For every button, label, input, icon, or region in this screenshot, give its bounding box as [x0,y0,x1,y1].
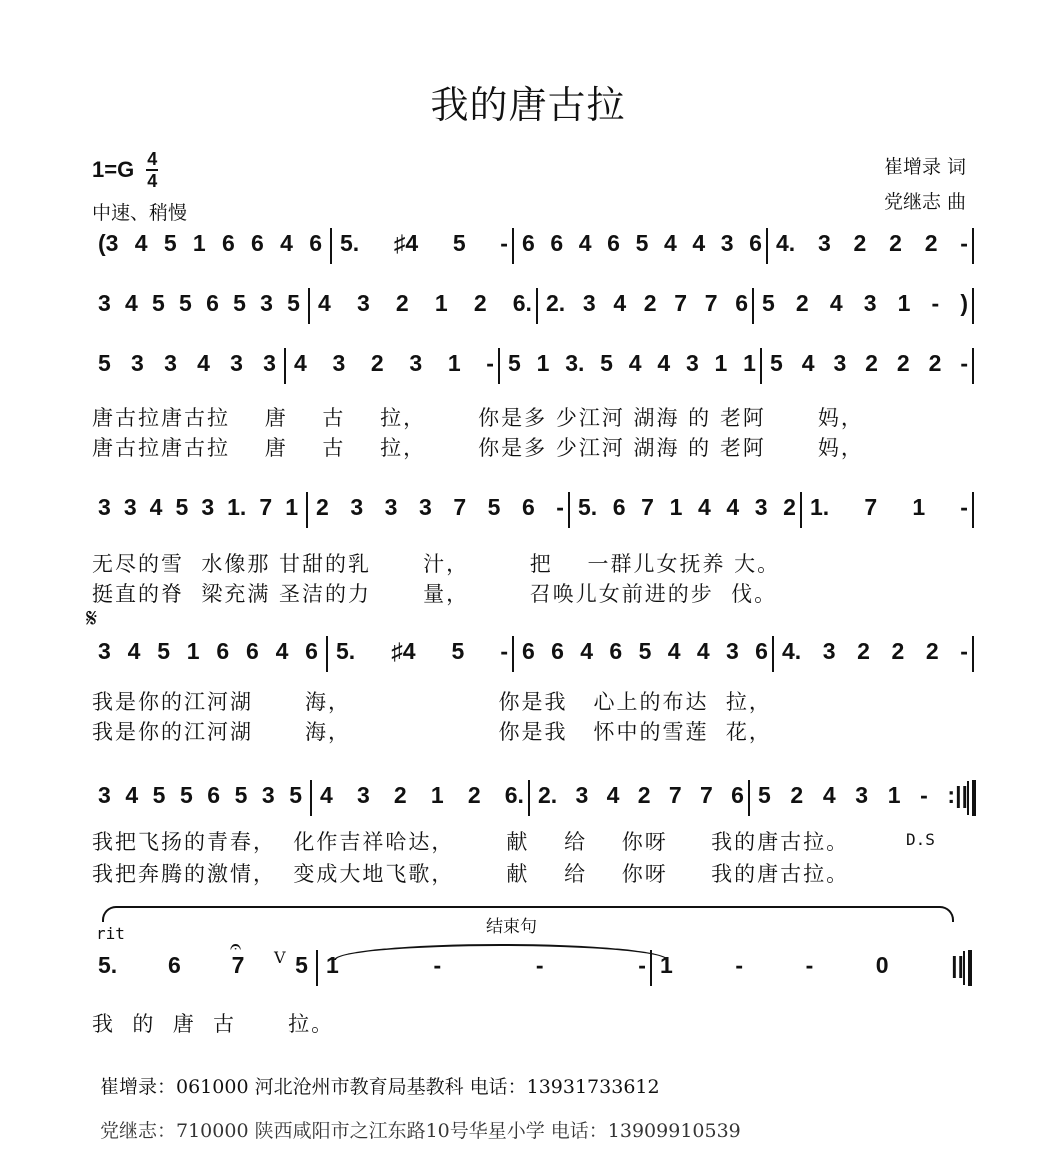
note: 6 [755,638,768,664]
note: 6. [504,782,524,808]
note: 5 [638,638,652,664]
measure [522,230,762,274]
key-signature [92,150,158,190]
note: 7 [674,290,688,316]
note: 5 [175,494,189,520]
note: 3 [582,290,596,316]
note: 5. [336,638,356,664]
note: 4 [127,638,141,664]
note: 4 [294,350,307,376]
barline [972,780,976,816]
note: 6 [167,952,181,978]
note: 4 [320,782,333,808]
measure [316,494,564,538]
note: 4 [134,230,148,256]
notation-system-4 [92,492,982,536]
note: 1 [192,230,206,256]
measure [782,638,968,682]
note: 4 [822,782,836,808]
lyric-line-1: 我 的 唐 古 拉。 [92,1012,335,1036]
measure [538,782,744,826]
dash-extension: - [735,952,744,978]
dash-extension: - [960,350,968,376]
lyric-line-1: 无尽的雪 水像那 甘甜的乳 汁， 把 一群儿女抚养 大。 [92,552,781,576]
time-signature: $\frac{4}{4}$ [147,149,158,191]
note: 3 [263,350,276,376]
dash-extension: - [960,638,968,664]
lyric-line-2: 挺直的脊 梁充满 圣洁的力 量， 召唤儿女前进的步 伐。 [92,582,778,606]
note: 5 [287,290,300,316]
note: 5 [635,230,649,256]
note: 3 [260,290,273,316]
note: 6 [207,782,221,808]
dash-extension: - [500,230,508,256]
note: 6 [221,230,235,256]
note: 1 [430,782,444,808]
dash-extension: - [486,350,494,376]
note: 6 [522,230,535,256]
measure [98,638,318,682]
note: 2. [546,290,566,316]
barline [568,492,570,528]
note: 6 [731,782,744,808]
barline [800,492,802,528]
lyric-line-1: 我是你的江河湖 海， 你是我 心上的布达 拉， [92,690,772,714]
note: 4 [692,230,706,256]
note: 2 [889,230,902,256]
note: 1. [227,494,247,520]
note: 6 [550,230,564,256]
note: 1. [810,494,830,520]
coda-label: 结束句 [486,917,537,937]
note: (3 [98,230,119,256]
dash-extension: - [638,952,646,978]
note: 6 [551,638,564,664]
note: 5 [157,638,170,664]
note: 6 [522,638,535,664]
note: 1 [660,952,673,978]
note: 3 [261,782,275,808]
composer-credit: 党继志 曲 [883,191,966,213]
note: 1 [536,350,550,376]
measure [776,230,968,274]
measure [758,782,968,826]
note: 2. [538,782,558,808]
note: 1 [326,952,339,978]
note: 3 [863,290,877,316]
note: 3 [164,350,177,376]
lyric-line-1: 我把飞扬的青春， 化作吉祥哈达， 献 给 你呀 我的唐古拉。 [92,830,850,854]
note: 4 [197,350,210,376]
note: 2 [924,230,938,256]
note: 5 [179,782,193,808]
note: 7 [231,952,245,978]
note: 2 [395,290,409,316]
note: 5 [508,350,521,376]
note: 1 [186,638,200,664]
notation-system-1 [92,228,982,272]
note: 6 [612,494,626,520]
note: 6 [305,638,318,664]
note: 5. [340,230,360,256]
note: 5 [295,952,308,978]
note: 7 [704,290,718,316]
note: 2 [891,638,905,664]
note: 7 [259,494,273,520]
measure [336,638,508,682]
dash-extension: - [500,638,508,664]
note: 5 [770,350,783,376]
barline [330,228,332,264]
measure [320,782,524,826]
note: 5 [233,290,246,316]
note: 3 [720,230,734,256]
note: ♯4 [391,638,416,664]
barline [498,348,500,384]
barline [528,780,530,816]
barline [316,950,318,986]
note: 5 [762,290,775,316]
note: 3 [833,350,847,376]
note: 1 [447,350,461,376]
note: 2 [790,782,804,808]
measure [98,350,276,394]
note: || [951,952,964,978]
note: 1 [887,782,901,808]
dash-extension: - [433,952,442,978]
note: 4 [578,230,592,256]
note: 3 [98,782,111,808]
measure [98,494,298,538]
note: 6 [245,638,259,664]
note: 4 [280,230,293,256]
note: 6 [521,494,535,520]
note: 1 [912,494,926,520]
note: 5 [152,290,165,316]
barline [972,492,974,528]
lyricist-credit: 崔增录 词 [883,156,966,178]
ds-marking: D.S [906,830,935,849]
barline [536,288,538,324]
measure [294,350,494,394]
measure [770,350,968,394]
note: 3 [725,638,739,664]
barline [284,348,286,384]
note: 6 [735,290,748,316]
measure [98,782,302,826]
barline [766,228,768,264]
dash-extension: - [931,290,940,316]
barline [308,288,310,324]
note: 4 [613,290,627,316]
note: 6 [251,230,264,256]
note: 7 [700,782,713,808]
note: 4 [125,290,138,316]
dash-extension: - [960,494,968,520]
coda-bracket [102,906,954,922]
lyric-line-1: 唐古拉唐古拉 唐 古 拉， 你是多 少江河 湖海 的 老阿 妈， [92,406,864,430]
note: 3 [384,494,398,520]
note: 6 [607,230,620,256]
note: 3 [418,494,432,520]
note: ) [960,290,968,316]
note: 3 [123,494,137,520]
barline [972,288,974,324]
note: 3 [822,638,836,664]
barline [972,228,974,264]
note: 3 [817,230,831,256]
note: 4. [776,230,796,256]
dash-extension: - [805,952,814,978]
note: 4 [125,782,139,808]
note: 6 [216,638,230,664]
note: 3 [575,782,589,808]
barline [760,348,762,384]
note: 6 [609,638,623,664]
barline [972,348,974,384]
measure [762,290,968,334]
note: 5 [152,782,166,808]
notation-system-3 [92,348,982,392]
measure [810,494,968,538]
note: 2 [637,782,651,808]
key-label: 1=G [92,157,135,182]
note: 6 [749,230,762,256]
note: 3 [98,494,111,520]
segno-sign: 𝄋 [86,604,98,634]
note: 3. [565,350,585,376]
rit-marking: rit [96,924,125,943]
note: 3 [98,290,111,316]
note: 5 [758,782,771,808]
dash-extension: - [960,230,968,256]
note: ♯4 [393,230,419,256]
note: 3 [98,638,111,664]
note: 3 [230,350,243,376]
measure [522,638,768,682]
footer-contact-1: 崔增录：061000 河北沧州市教育局基教科 电话：13931733612 [100,1076,660,1098]
note: 3 [131,350,144,376]
note: 3 [332,350,346,376]
note: 4 [663,230,677,256]
note: 3 [201,494,215,520]
note: 4 [667,638,681,664]
note: 5 [487,494,501,520]
footer-contact-2: 党继志：710000 陕西咸阳市之江东路10号华星小学 电话：13909910539 [100,1120,741,1142]
note: 2 [370,350,384,376]
fermata-icon: 𝄐 [230,934,242,958]
note: 3 [356,782,370,808]
note: 5 [234,782,248,808]
note: 4 [696,638,710,664]
note: 2 [473,290,487,316]
note: 1 [714,350,728,376]
notation-system-6 [92,780,982,824]
note: 1 [669,494,683,520]
measure [546,290,748,334]
note: 2 [643,290,657,316]
note: 1 [285,494,298,520]
barline [326,636,328,672]
barline [748,780,750,816]
note: 5 [289,782,302,808]
note: 2 [925,638,939,664]
note: 6 [206,290,219,316]
breath-mark: V [274,948,286,967]
barline [968,950,972,986]
dash-extension: - [556,494,564,520]
note: 3 [409,350,423,376]
note: 3 [350,494,364,520]
tempo-marking: 中速、稍慢 [92,202,188,224]
note: 5 [179,290,192,316]
note: 5 [451,638,465,664]
note: 3 [685,350,699,376]
note: 2 [853,230,867,256]
measure [660,952,964,996]
barline [512,228,514,264]
note: 5. [578,494,598,520]
note: :|| [947,782,968,808]
note: 7 [864,494,878,520]
note: 0 [875,952,889,978]
note: 4 [628,350,642,376]
note: 4 [657,350,671,376]
measure [98,230,322,274]
note: 6. [512,290,532,316]
note: 4 [275,638,289,664]
note: 4 [829,290,843,316]
note: 7 [641,494,654,520]
note: 2 [467,782,481,808]
song-title: 我的唐古拉 [430,83,626,127]
note: 4 [726,494,740,520]
note: 2 [857,638,870,664]
barline [752,288,754,324]
measure [508,350,756,394]
note: 7 [668,782,682,808]
note: 2 [393,782,407,808]
note: 4 [801,350,815,376]
dash-extension: - [920,782,928,808]
barline [512,636,514,672]
barline [310,780,312,816]
note: 2 [865,350,878,376]
note: 6 [309,230,322,256]
measure [340,230,508,274]
notation-system-5 [92,636,982,680]
note: 2 [928,350,942,376]
note: 1 [434,290,448,316]
note: 1 [897,290,911,316]
note: 3 [754,494,768,520]
note: 3 [356,290,370,316]
barline [972,636,974,672]
note: 2 [795,290,809,316]
measure [98,290,300,334]
note: 2 [896,350,910,376]
note: 4 [606,782,620,808]
lyric-line-2: 唐古拉唐古拉 唐 古 拉， 你是多 少江河 湖海 的 老阿 妈， [92,436,864,460]
note: 4 [580,638,594,664]
note: 2 [316,494,329,520]
measure [578,494,796,538]
measure [318,290,532,334]
dash-extension: - [535,952,544,978]
note: 5 [98,350,111,376]
note: 5. [98,952,118,978]
note: 5 [163,230,177,256]
note: 7 [453,494,467,520]
barline [306,492,308,528]
note: 4 [697,494,711,520]
note: 1 [743,350,756,376]
note: 4 [149,494,163,520]
note: 2 [783,494,796,520]
barline [772,636,774,672]
note: 5 [452,230,466,256]
note: 3 [855,782,869,808]
notation-system-2 [92,288,982,332]
lyric-line-2: 我是你的江河湖 海， 你是我 怀中的雪莲 花， [92,720,772,744]
lyric-line-2: 我把奔腾的激情， 变成大地飞歌， 献 给 你呀 我的唐古拉。 [92,862,850,886]
note: 4 [318,290,331,316]
tie-arc [334,944,668,960]
note: 5 [600,350,613,376]
note: 4. [782,638,802,664]
